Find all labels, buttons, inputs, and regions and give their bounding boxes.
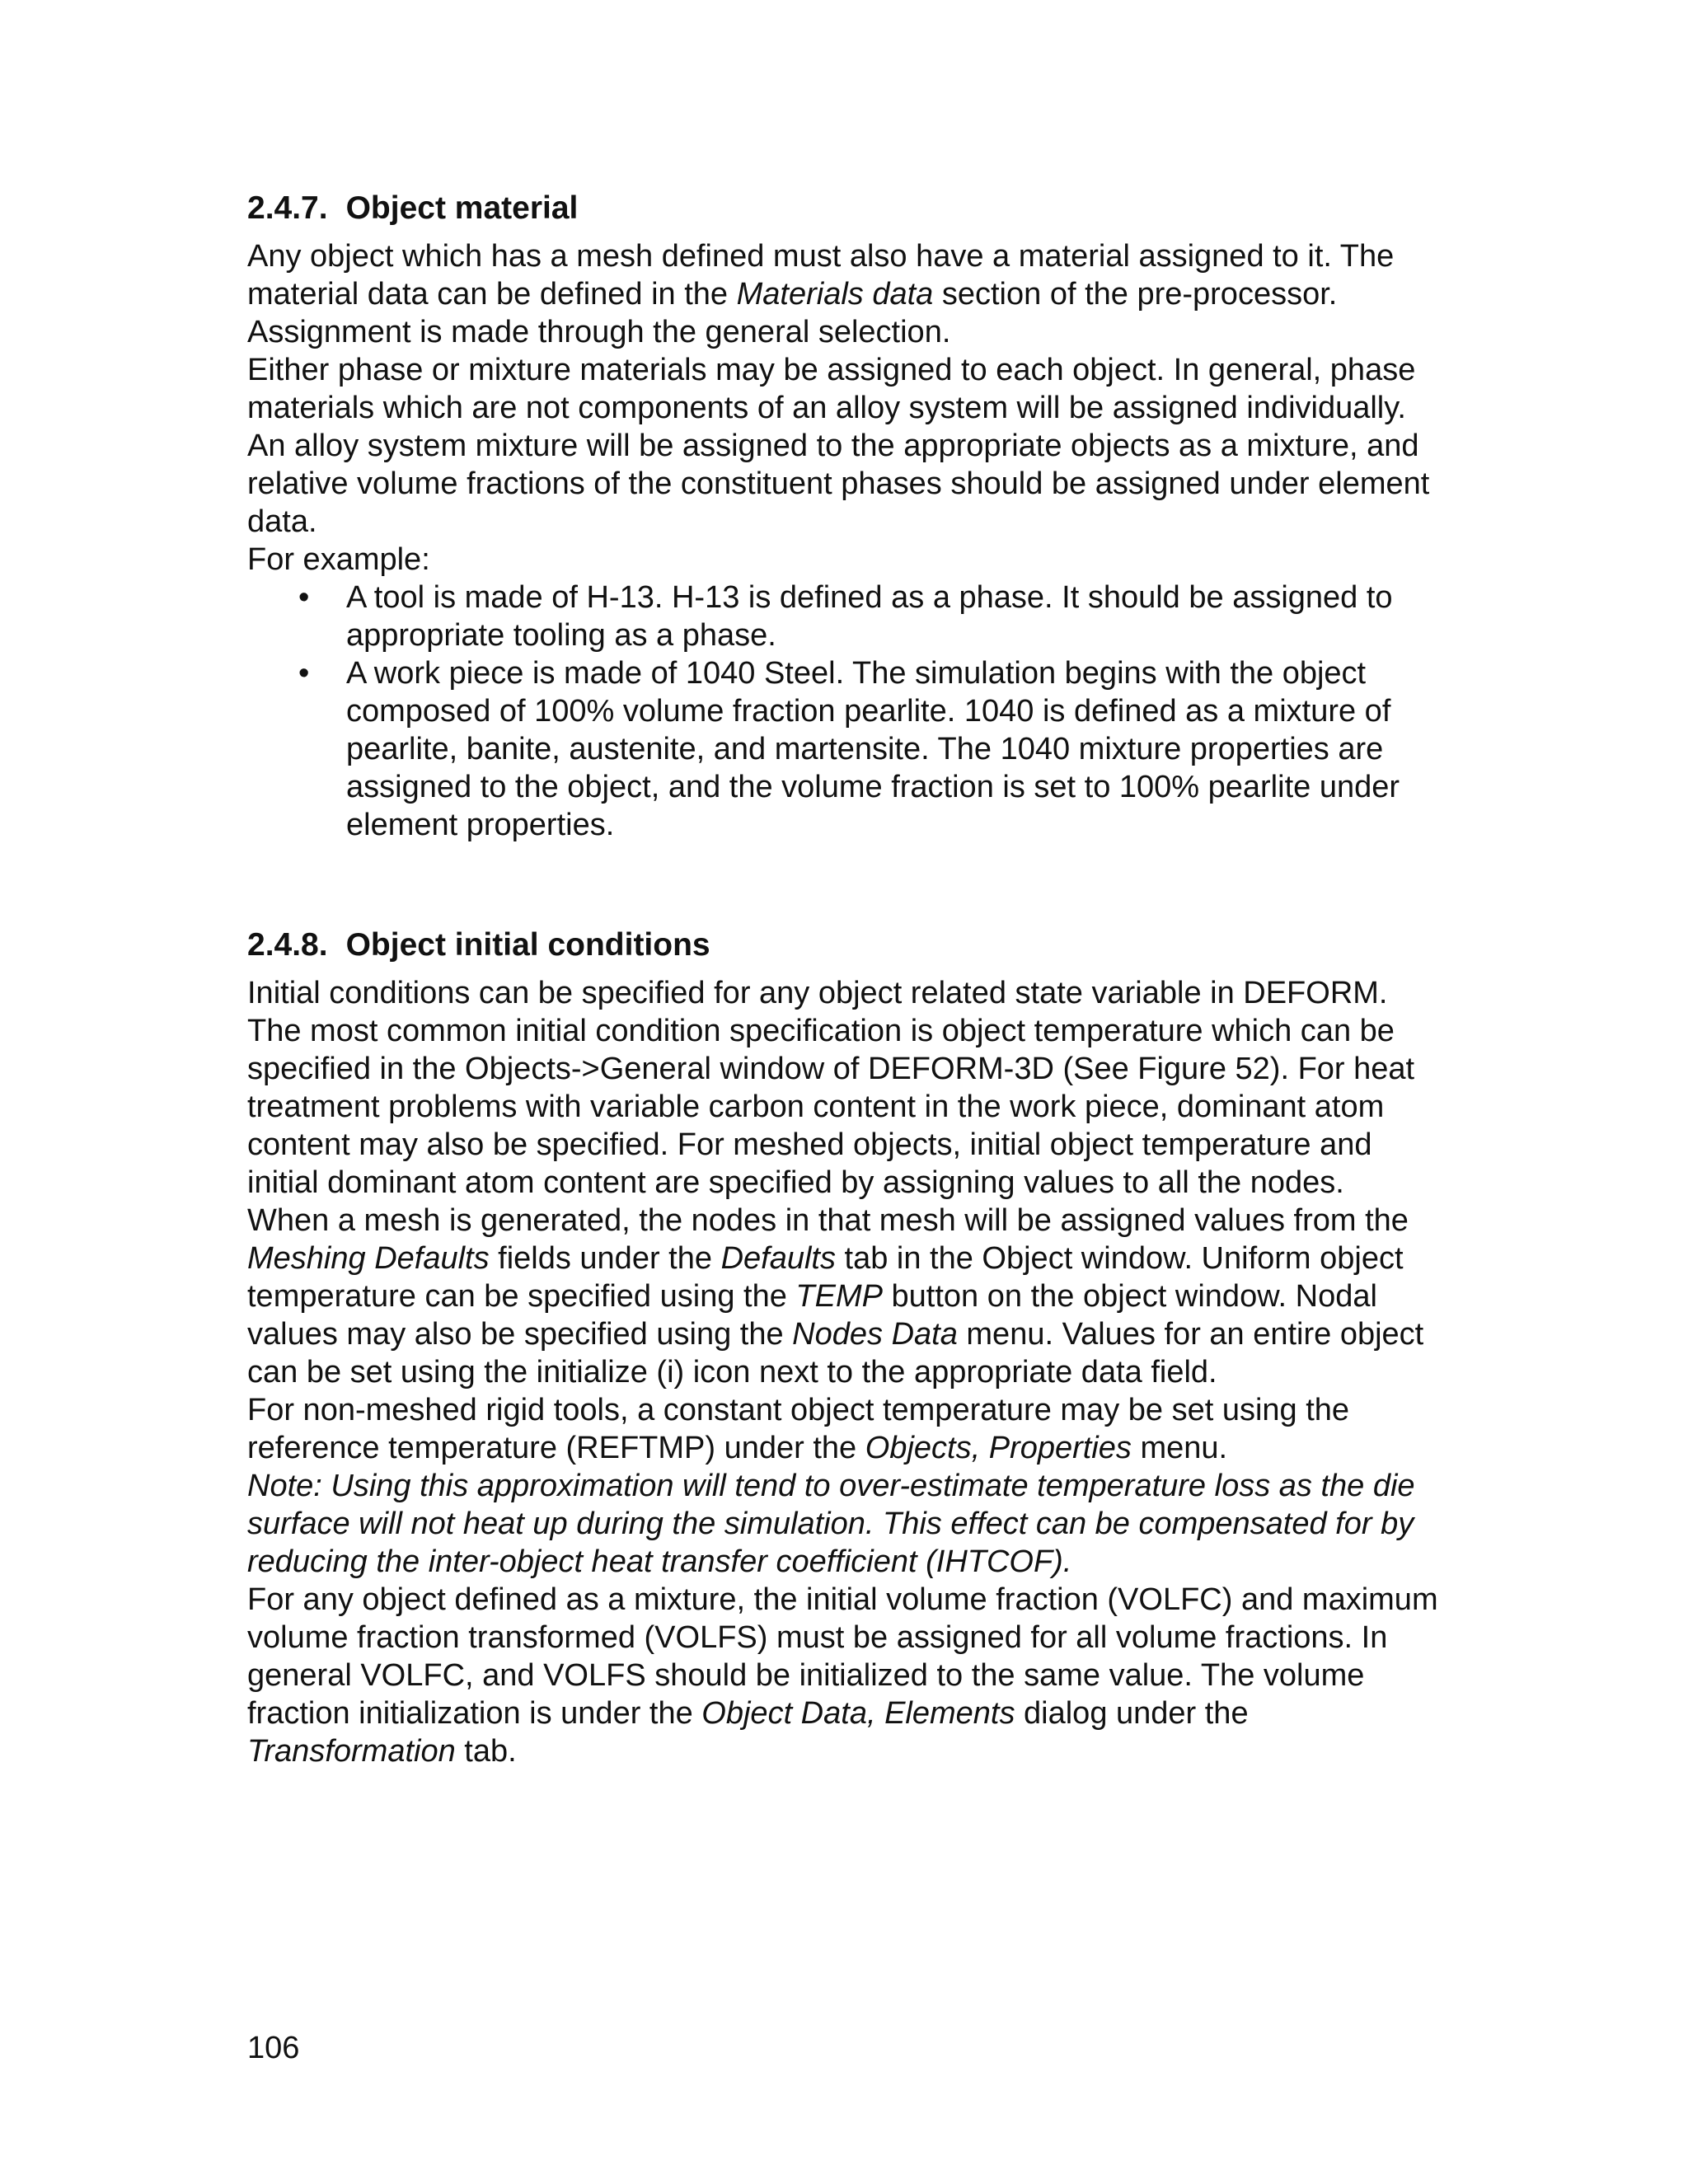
- emphasis-text: Nodes Data: [792, 1317, 958, 1352]
- list-item: [247, 654, 1442, 844]
- text-run: section of the pre-processor. Assignment is made through the general selection.: [247, 277, 1338, 349]
- text-run: menu. Values for an entire object can be set using the initialize (i) icon next to the appropriate data field.: [247, 1317, 1424, 1390]
- text-run: tab.: [455, 1734, 517, 1769]
- section-heading: [247, 190, 1442, 227]
- text-run: tab in the Object window. Uniform object temperature can be specified using the: [247, 1241, 1404, 1314]
- paragraph: [247, 1202, 1442, 1391]
- paragraph: Either phase or mixture materials may be assigned to each object. In general, phase materials which are not components of an alloy system will be assigned individually. An alloy system mixture will be assigned to the appropriate objects as a mixture, and relative volume fractions of the constituent phases should be assigned under element data.: [247, 353, 1430, 539]
- emphasis-text: Objects, Properties: [865, 1431, 1132, 1465]
- section-number: 2.4.7.: [247, 190, 328, 226]
- paragraph: Initial conditions can be specified for any object related state variable in DEFORM. The most common initial condition specification is object temperature which can be specified in the Objects->General window of DEFORM-3D (See Figure 52). For heat treatment problems with variable carbon content in the work piece, dominant atom content may also be specified. For meshed objects, initial object temperature and initial dominant atom content are specified by assigning values to all the nodes.: [247, 976, 1415, 1200]
- list-item-text: A tool is made of H-13. H-13 is defined as a phase. It should be assigned to appropriate tooling as a phase.: [346, 580, 1393, 653]
- paragraph: For example:: [247, 542, 430, 577]
- list-item-text: A work piece is made of 1040 Steel. The simulation begins with the object composed of 100% volume fraction pearlite. 1040 is defined as a mixture of pearlite, banite, austenite, and martensite. The 1040 mixture properties are assigned to the object, and the volume fraction is set to 100% pearlite under element properties.: [346, 656, 1400, 842]
- bullet-list: [247, 579, 1442, 844]
- text-run: Any object which has a mesh defined must also have a material assigned to it. The material data can be defined in the: [247, 239, 1395, 312]
- note-paragraph: Note: Using this approximation will tend to over-estimate temperature loss as the die surface will not heat up during the simulation. This effect can be compensated for by reducing the inter-object heat transfer coefficient (IHTCOF).: [247, 1469, 1415, 1579]
- text-run: dialog under the: [1015, 1696, 1249, 1731]
- text-run: fields under the: [489, 1241, 721, 1276]
- section-title: Object initial conditions: [345, 927, 710, 963]
- section-object-material: [247, 190, 1442, 844]
- bullet-icon: •: [298, 580, 310, 615]
- emphasis-text: TEMP: [795, 1279, 883, 1314]
- text-run: button on the object window. Nodal values may also be specified using the: [247, 1279, 1377, 1352]
- text-run: When a mesh is generated, the nodes in that mesh will be assigned values from the: [247, 1203, 1409, 1238]
- text-run: For non-meshed rigid tools, a constant object temperature may be set using the reference temperature (REFTMP) under the: [247, 1393, 1350, 1465]
- section-object-initial-conditions: [247, 926, 1442, 1770]
- emphasis-text: Meshing Defaults: [247, 1241, 490, 1276]
- paragraph: [247, 237, 1442, 351]
- text-run: menu.: [1131, 1431, 1228, 1465]
- page-number: 106: [247, 2031, 300, 2065]
- emphasis-text: Transformation: [247, 1734, 456, 1769]
- emphasis-text: Materials data: [736, 277, 934, 312]
- bullet-icon: •: [298, 656, 310, 691]
- paragraph: [247, 1581, 1442, 1770]
- section-title: Object material: [345, 190, 579, 226]
- emphasis-text: Defaults: [720, 1241, 836, 1276]
- section-number: 2.4.8.: [247, 927, 328, 963]
- page-content: [247, 190, 1442, 1770]
- section-heading: [247, 926, 1442, 964]
- emphasis-text: Object Data, Elements: [701, 1696, 1015, 1731]
- text-run: For any object defined as a mixture, the initial volume fraction (VOLFC) and maximum volume fraction transformed (VOLFS) must be assigned for all volume fractions. In general VOLFC, and VOLFS should be initialized to the same value. The volume fraction initialization is under the: [247, 1582, 1438, 1731]
- list-item: [247, 579, 1442, 654]
- paragraph: [247, 1391, 1442, 1467]
